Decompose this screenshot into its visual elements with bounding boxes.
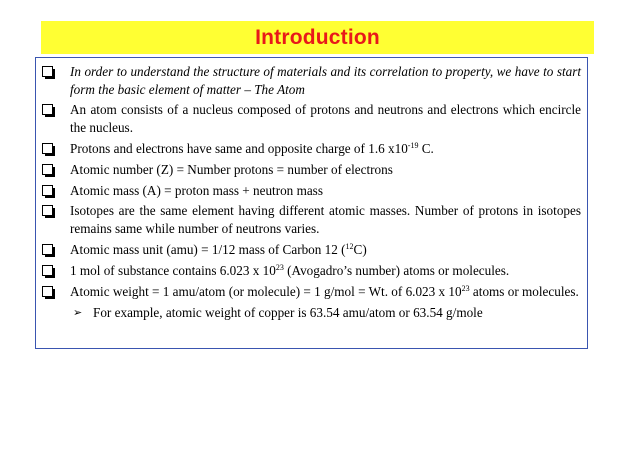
text-part: atoms or molecules. (469, 283, 579, 299)
sub-bullet-text: For example, atomic weight of copper is 63.54 amu/atom or 63.54 g/mole (93, 304, 483, 320)
checkbox-bullet-icon (42, 185, 53, 196)
bullet-item (40, 101, 581, 136)
bullet-item (40, 140, 581, 158)
text-part: C) (353, 241, 367, 257)
superscript: 12 (345, 241, 354, 251)
bullet-text: In order to understand the structure of materials and its correlation to property, we have to start form the basic element of matter – The Atom (70, 64, 581, 97)
sub-bullet-item (40, 304, 581, 322)
checkbox-bullet-icon (42, 205, 53, 216)
bullet-text: Atomic mass (A) = proton mass + neutron mass (70, 182, 323, 198)
checkbox-bullet-icon (42, 265, 53, 276)
text-part: C. (418, 140, 434, 156)
bullet-item (40, 182, 581, 200)
checkbox-bullet-icon (42, 244, 53, 255)
bullet-text (70, 263, 509, 278)
checkbox-bullet-icon (42, 66, 53, 77)
exponent: -19 (407, 140, 419, 150)
bullet-text: Atomic number (Z) = Number protons = number of electrons (70, 161, 393, 177)
text-part: Atomic mass unit (amu) = 1/12 mass of Carbon 12 ( (70, 241, 346, 257)
bullet-item (40, 63, 581, 98)
content-box (35, 57, 588, 349)
bullet-item (40, 202, 581, 237)
arrow-bullet-icon: ➢ (73, 305, 83, 319)
checkbox-bullet-icon (42, 164, 53, 175)
bullet-text: An atom consists of a nucleus composed of protons and neutrons and electrons which encircle the nucleus. (70, 102, 581, 135)
exponent: 23 (275, 262, 284, 272)
bullet-text (70, 141, 434, 156)
checkbox-bullet-icon (42, 286, 53, 297)
checkbox-bullet-icon (42, 104, 53, 115)
text-part: (Avogadro’s number) atoms or molecules. (283, 262, 510, 278)
bullet-text (70, 284, 579, 299)
bullet-item (40, 161, 581, 179)
bullet-item (40, 262, 581, 280)
text-part: Protons and electrons have same and opposite charge of 1.6 x10 (70, 140, 408, 156)
bullet-text (70, 242, 367, 257)
bullet-text: Isotopes are the same element having different atomic masses. Number of protons in isotopes remains same while number of neutrons varies. (70, 203, 581, 236)
slide-title: Introduction (255, 25, 380, 49)
title-banner (41, 21, 594, 54)
text-part: Atomic weight = 1 amu/atom (or molecule) = 1 g/mol = Wt. of 6.023 x 10 (70, 283, 462, 299)
text-part: 1 mol of substance contains 6.023 x 10 (70, 262, 276, 278)
bullet-item (40, 283, 581, 301)
bullet-item (40, 241, 581, 259)
exponent: 23 (461, 283, 470, 293)
checkbox-bullet-icon (42, 143, 53, 154)
